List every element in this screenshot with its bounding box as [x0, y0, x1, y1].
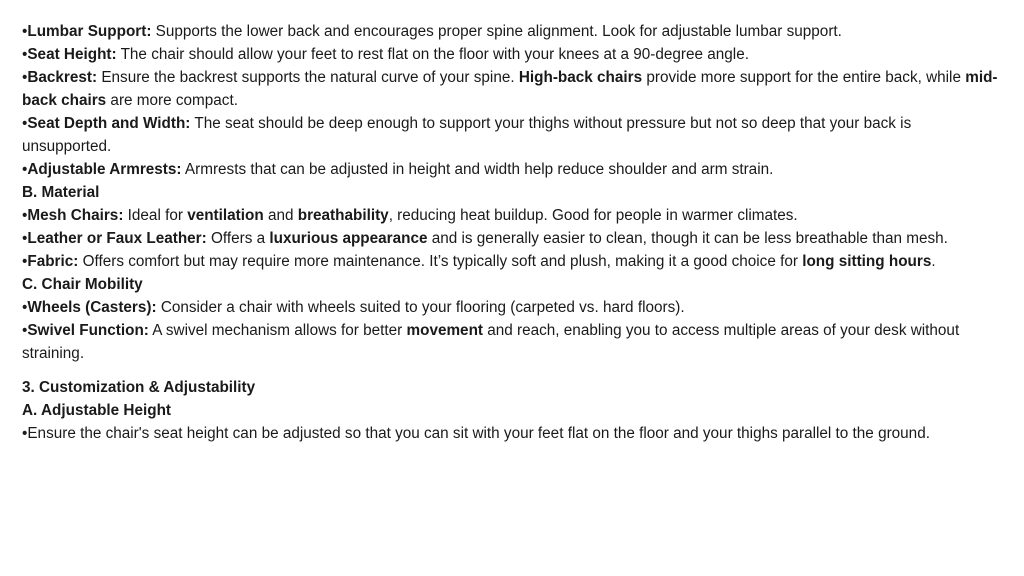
bullet-label: Seat Depth and Width:: [27, 115, 191, 132]
bullet-emphasis: movement: [406, 322, 484, 339]
bullet-text: and reach, enabling you to access multiple areas of your desk without straining.: [22, 322, 960, 362]
bullet-adjustable-armrests: •Adjustable Armrests: Armrests that can be adjusted in height and width help reduce shoulder and arm strain.: [22, 161, 774, 178]
section-heading: B. Material: [22, 184, 100, 201]
bullet-backrest: •Backrest: Ensure the backrest supports the natural curve of your spine. High-back chairs provide more support for the entire back, while mid-back chairs are more compact.: [22, 69, 998, 109]
bullet-label: Seat Height:: [27, 46, 117, 63]
bullet-text: The chair should allow your feet to rest flat on the floor with your knees at a 90-degree angle.: [116, 46, 749, 63]
subsection-heading: A. Adjustable Height: [22, 402, 172, 419]
bullet-text: and: [263, 207, 298, 224]
bullet-text: Offers a: [206, 230, 270, 247]
bullet-text: Ideal for: [123, 207, 188, 224]
bullet-adjustable-height: •Ensure the chair's seat height can be adjusted so that you can sit with your feet flat on the floor and your thighs parallel to the ground.: [22, 425, 930, 442]
bullet-label: Leather or Faux Leather:: [27, 230, 207, 247]
bullet-text: Ensure the backrest supports the natural curve of your spine.: [97, 69, 519, 86]
bullet-text: .: [931, 253, 936, 270]
heading-material: [22, 181, 998, 204]
bullet-label: Backrest:: [27, 69, 98, 86]
bullet-lumbar-support: •Lumbar Support: Supports the lower back and encourages proper spine alignment. Look for adjustable lumbar support.: [22, 23, 842, 40]
bullet-wheels: •Wheels (Casters): Consider a chair with wheels suited to your flooring (carpeted vs. hard floors).: [22, 299, 685, 316]
bullet-text: are more compact.: [106, 92, 238, 109]
section-spacer: [22, 365, 998, 376]
bullet-emphasis: long sitting hours: [802, 253, 932, 270]
bullet-emphasis: breathability: [297, 207, 389, 224]
heading-customization: [22, 376, 998, 399]
subheading-adjustable-height: [22, 399, 998, 422]
bullet-leather: •Leather or Faux Leather: Offers a luxurious appearance and is generally easier to clean, though it can be less breathable than mesh.: [22, 230, 948, 247]
bullet-emphasis: luxurious appearance: [269, 230, 428, 247]
bullet-swivel: •Swivel Function: A swivel mechanism allows for better movement and reach, enabling you to access multiple areas of your desk without straining.: [22, 322, 960, 362]
heading-chair-mobility: [22, 273, 998, 296]
bullet-label: Swivel Function:: [27, 322, 149, 339]
bullet-text: , reducing heat buildup. Good for people in warmer climates.: [388, 207, 798, 224]
bullet-emphasis: High-back chairs: [518, 69, 643, 86]
bullet-text: Supports the lower back and encourages proper spine alignment. Look for adjustable lumbar support.: [151, 23, 842, 40]
bullet-label: Fabric:: [27, 253, 79, 270]
bullet-label: Lumbar Support:: [27, 23, 152, 40]
bullet-text: provide more support for the entire back, while: [642, 69, 966, 86]
bullet-emphasis: mid-back chairs: [22, 69, 998, 109]
section-heading: 3. Customization & Adjustability: [22, 379, 256, 396]
bullet-seat-height: •Seat Height: The chair should allow your feet to rest flat on the floor with your knees at a 90-degree angle.: [22, 46, 749, 63]
section-heading: C. Chair Mobility: [22, 276, 143, 293]
bullet-fabric: •Fabric: Offers comfort but may require more maintenance. It’s typically soft and plush, making it a good choice for long sitting hours.: [22, 253, 936, 270]
bullet-text: Ensure the chair's seat height can be adjusted so that you can sit with your feet flat on the floor and your thighs parallel to the ground.: [27, 425, 930, 442]
bullet-text: Armrests that can be adjusted in height and width help reduce shoulder and arm strain.: [181, 161, 774, 178]
bullet-label: Adjustable Armrests:: [27, 161, 182, 178]
bullet-seat-depth: •Seat Depth and Width: The seat should be deep enough to support your thighs without pressure but not so deep that your back is unsupported.: [22, 115, 912, 155]
bullet-text: and is generally easier to clean, though it can be less breathable than mesh.: [427, 230, 948, 247]
bullet-text: Consider a chair with wheels suited to your flooring (carpeted vs. hard floors).: [156, 299, 685, 316]
bullet-label: Mesh Chairs:: [27, 207, 124, 224]
bullet-text: Offers comfort but may require more maintenance. It’s typically soft and plush, making it a good choice for: [78, 253, 803, 270]
bullet-text: A swivel mechanism allows for better: [148, 322, 407, 339]
bullet-text: The seat should be deep enough to support your thighs without pressure but not so deep that your back is unsupported.: [22, 115, 912, 155]
bullet-mesh-chairs: •Mesh Chairs: Ideal for ventilation and breathability, reducing heat buildup. Good for people in warmer climates.: [22, 207, 798, 224]
bullet-label: Wheels (Casters):: [27, 299, 157, 316]
bullet-emphasis: ventilation: [187, 207, 264, 224]
